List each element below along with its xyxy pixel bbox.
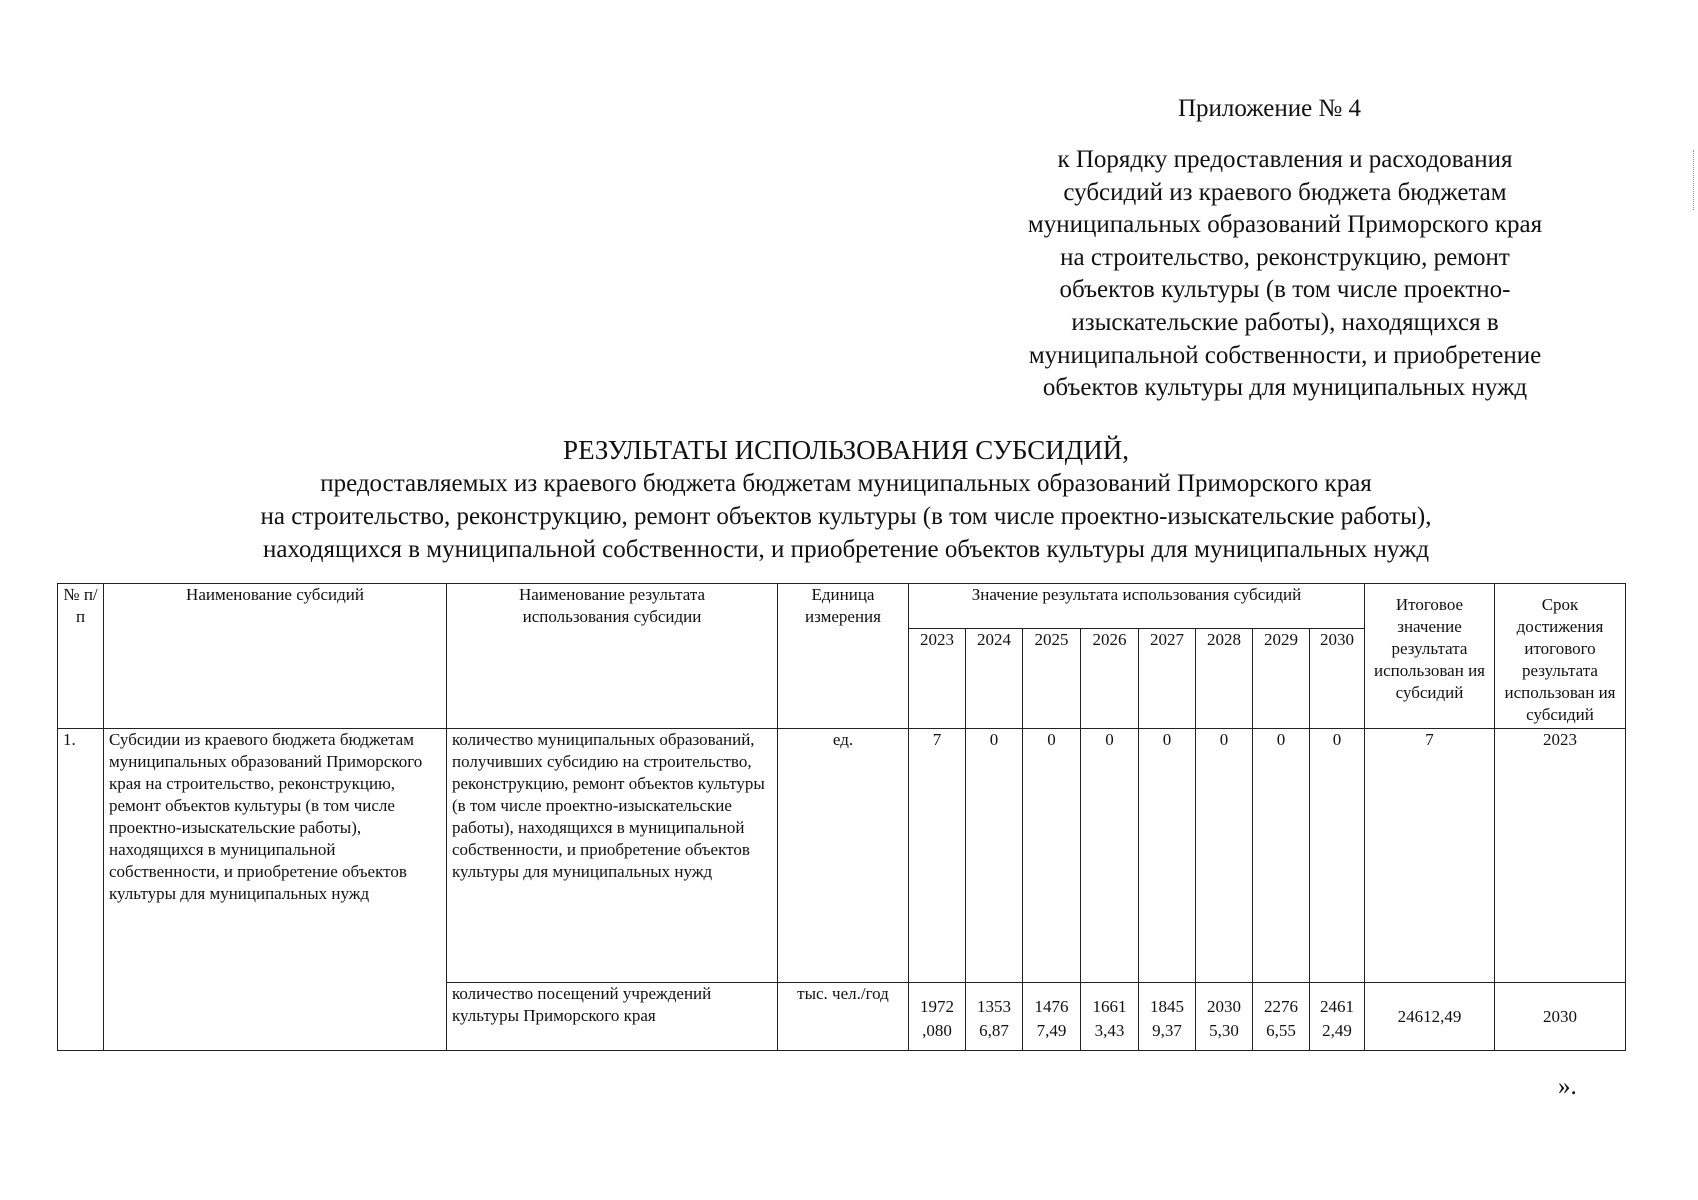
header-unit: Единица измерения [778,584,909,729]
result-name: количество посещений учреждений культуры Приморского края [447,983,778,1051]
year-header: 2026 [1081,629,1139,729]
appendix-number: Приложение № 4 [1178,95,1362,122]
header-values-group: Значение результата использования субсидий [909,584,1365,629]
result-unit: тыс. чел./год [778,983,909,1051]
result-value: 0 [966,729,1023,983]
page-edge-mark [1693,150,1696,210]
year-header: 2025 [1023,629,1081,729]
title-main: РЕЗУЛЬТАТЫ ИСПОЛЬЗОВАНИЯ СУБСИДИЙ, [563,435,1129,465]
year-header: 2023 [909,629,966,729]
order-line: на строительство, реконструкцию, ремонт [1060,243,1510,271]
order-line: муниципальных образований Приморского края [1027,211,1543,239]
header-subsidy-name: Наименование субсидий [104,584,447,729]
order-line: к Порядку предоставления и расходования [1057,146,1513,173]
result-unit: ед. [778,729,909,983]
result-value: 1845 9,37 [1139,983,1196,1051]
result-value: 2461 2,49 [1310,983,1365,1051]
result-value: 0 [1023,729,1081,983]
result-final-value: 7 [1365,729,1495,983]
year-header: 2028 [1196,629,1253,729]
result-value: 0 [1196,729,1253,983]
order-line: муниципальной собственности, и приобретение [1028,341,1542,369]
result-deadline: 2030 [1495,983,1626,1051]
document-title [60,434,1632,566]
order-line: изыскательские работы), находящихся в [1071,308,1499,336]
result-value: 2030 5,30 [1196,983,1253,1051]
header-num: № п/п [58,584,104,729]
title-line: находящихся в муниципальной собственности, и приобретение объектов культуры для муниципальных нужд [262,536,1430,563]
order-reference [975,144,1595,405]
title-line: на строительство, реконструкцию, ремонт объектов культуры (в том числе проектно-изыскательские работы), [260,503,1432,530]
year-header: 2030 [1310,629,1365,729]
year-header: 2024 [966,629,1023,729]
result-final-value: 24612,49 [1365,983,1495,1051]
result-value: 1476 7,49 [1023,983,1081,1051]
result-value: 1353 6,87 [966,983,1023,1051]
result-value: 1972 ,080 [909,983,966,1051]
result-deadline: 2023 [1495,729,1626,983]
order-line: субсидий из краевого бюджета бюджетам [1063,178,1507,206]
header-deadline: Срок достижения итогового результата использован ия субсидий [1495,584,1626,729]
closing-quote: ». [1558,1073,1577,1100]
row-subsidy-name: Субсидии из краевого бюджета бюджетам муниципальных образований Приморского края на строительство, реконструкцию, ремонт объектов культуры (в том числе проектно-изыскательские работы), находящихся в муниципальной собственности, и приобретение объектов культуры для муниципальных нужд [104,729,447,1051]
result-value: 0 [1139,729,1196,983]
result-name: количество муниципальных образований, получивших субсидию на строительство, реконструкцию, ремонт объектов культуры (в том числе проектно-изыскательские работы), находящихся в муниципальной собственности, и приобретение объектов культуры для муниципальных нужд [447,729,778,983]
year-header: 2029 [1253,629,1310,729]
title-line: предоставляемых из краевого бюджета бюджетам муниципальных образований Приморского края [320,470,1372,497]
header-final-value: Итоговое значение результата использован ия субсидий [1365,584,1495,729]
result-value: 0 [1253,729,1310,983]
header-result-name: Наименование результата использования субсидии [447,584,778,729]
result-value: 1661 3,43 [1081,983,1139,1051]
order-line: объектов культуры (в том числе проектно- [1059,276,1511,304]
order-line: объектов культуры для муниципальных нужд [1042,374,1528,402]
row-num: 1. [58,729,104,1051]
results-table [57,583,1626,1051]
result-value: 2276 6,55 [1253,983,1310,1051]
year-header: 2027 [1139,629,1196,729]
result-value: 0 [1081,729,1139,983]
result-value: 0 [1310,729,1365,983]
result-value: 7 [909,729,966,983]
